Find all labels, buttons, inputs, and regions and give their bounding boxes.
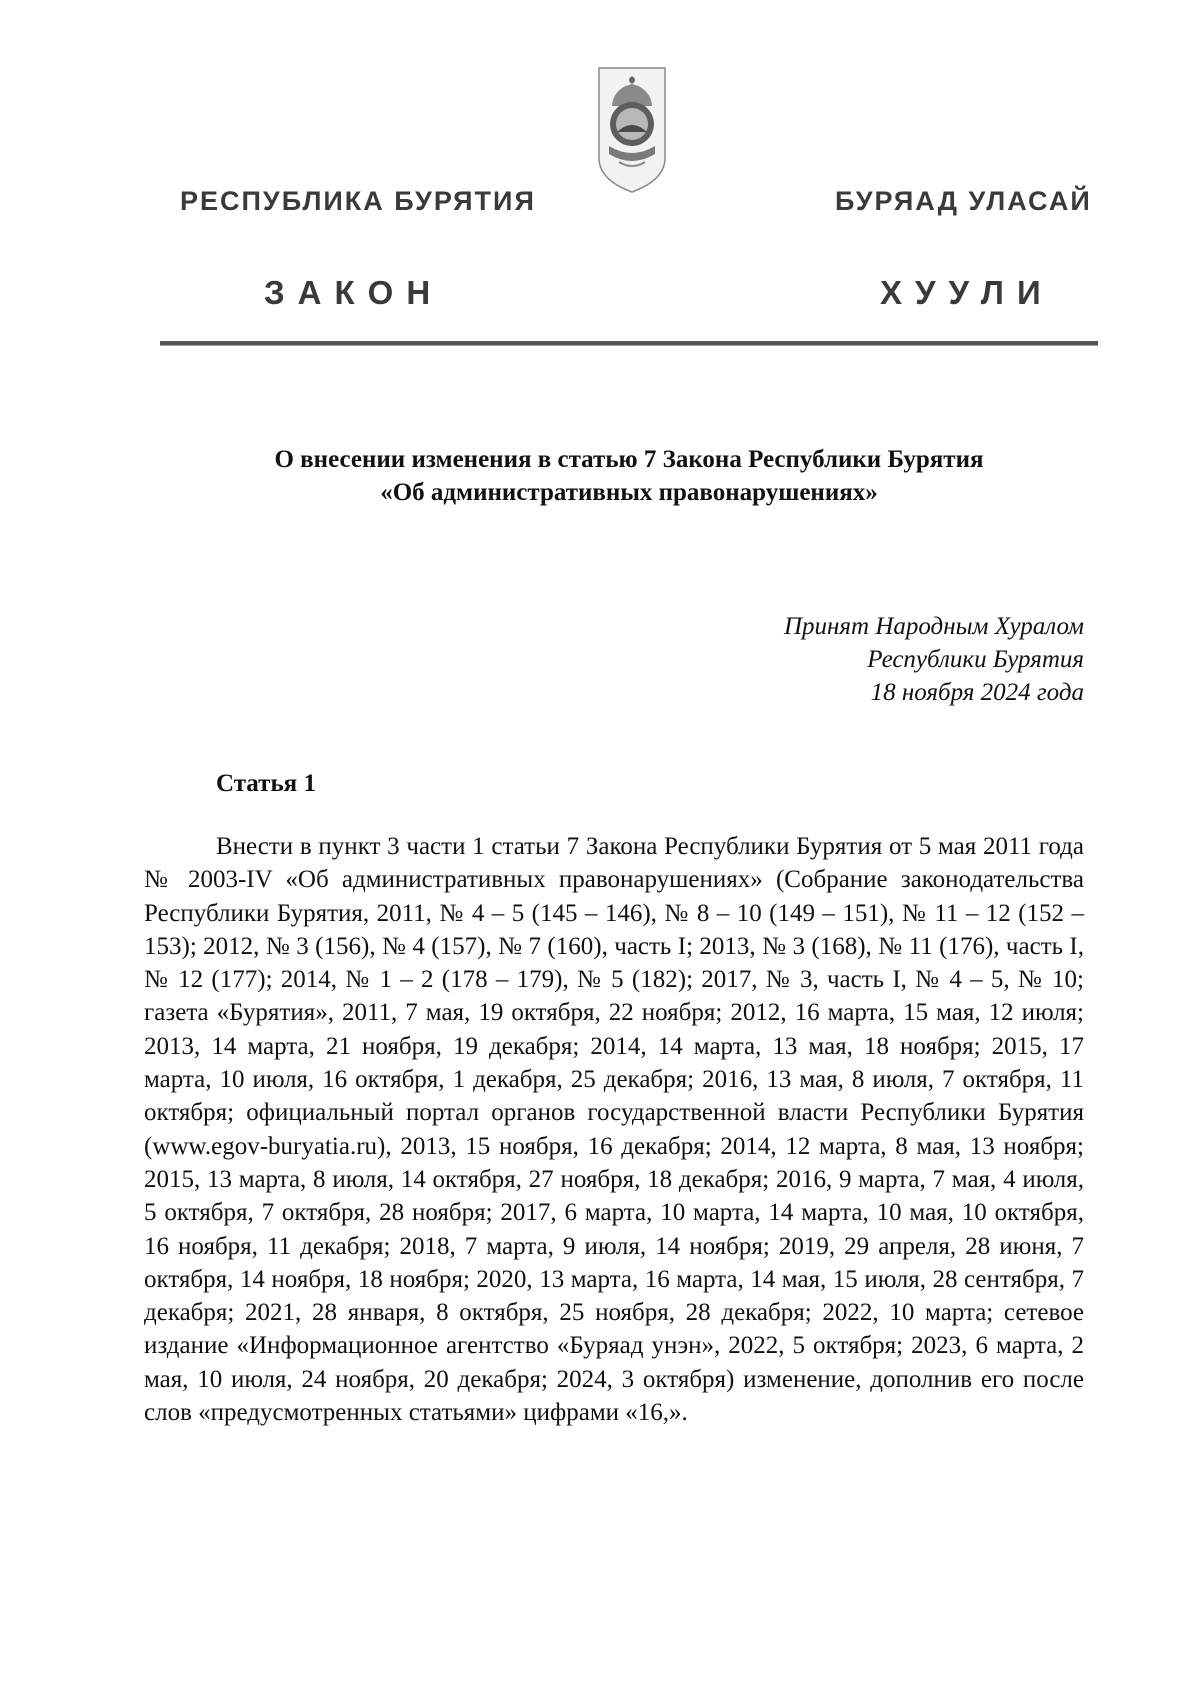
document-type-buryat: ХУУЛИ <box>880 274 1054 311</box>
law-title-line-1: О внесении изменения в статью 7 Закона Республики Бурятия <box>274 446 984 473</box>
region-name-buryat: БУРЯАД УЛАСАЙ <box>835 186 1092 216</box>
adoption-line-1: Принят Народным Хуралом <box>783 613 1084 640</box>
adoption-date: 18 ноября 2024 года <box>870 679 1084 706</box>
adoption-line-2: Республики Бурятия <box>867 646 1084 673</box>
law-title-line-2: «Об административных правонарушениях» <box>380 479 878 506</box>
article-body: Внести в пункт 3 части 1 статьи 7 Закона Республики Бурятия от 5 мая 2011 года № 2003-IV «Об административных правонарушениях» (Собрание законодательства Республики Бурятия, 2011, № 4 – 5 (145 – 146), № 8 – 10 (149 – 151), № 11 – 12 (152 – 153); 2012, № 3 (156), № 4 (157), № 7 (160), часть I; 2013, № 3 (168), № 11 (176), часть I, № 12 (177); 2014, № 1 – 2 (178 – 179), № 5 (182); 2017, № 3, часть I, № 4 – 5, № 10; газета «Бурятия», 2011, 7 мая, 19 октября, 22 ноября; 2012, 16 марта, 15 мая, 12 июля; 2013, 14 марта, 21 ноября, 19 декабря; 2014, 14 марта, 13 мая, 18 ноября; 2015, 17 марта, 10 июля, 16 октября, 1 декабря, 25 декабря; 2016, 13 мая, 8 июля, 7 октября, 11 октября; официальный портал органов государственной власти Республики Бурятия (www.egov-buryatia.ru), 2013, 15 ноября, 16 декабря; 2014, 12 марта, 8 мая, 13 ноября; 2015, 13 марта, 8 июля, 14 октября, 27 ноября, 18 декабря; 2016, 9 марта, 7 мая, 4 июля, 5 октября, 7 октября, 28 ноября; 2017, 6 марта, 10 марта, 14 марта, 10 мая, 10 октября, 16 ноября, 11 декабря; 2018, 7 марта, 9 июля, 14 ноября; 2019, 29 апреля, 28 июня, 7 октября, 14 ноября, 18 ноября; 2020, 13 марта, 16 марта, 14 мая, 15 июля, 28 сентября, 7 декабря; 2021, 28 января, 8 октября, 25 ноября, 28 декабря; 2022, 10 марта; сетевое издание «Информационное агентство «Буряад унэн», 2022, 5 октября; 2023, 6 марта, 2 мая, 10 июля, 24 ноября, 20 декабря; 2024, 3 октября) изменение, дополнив его после слов «предусмотренных статьями» цифрами «16,». <box>144 833 1084 1427</box>
header-divider <box>160 341 1098 346</box>
region-name-russian: РЕСПУБЛИКА БУРЯТИЯ <box>180 186 536 216</box>
adoption-note <box>784 610 1084 709</box>
document-type-russian: ЗАКОН <box>264 274 444 311</box>
article-heading: Статья 1 <box>216 770 316 797</box>
coat-of-arms-icon <box>595 62 669 194</box>
